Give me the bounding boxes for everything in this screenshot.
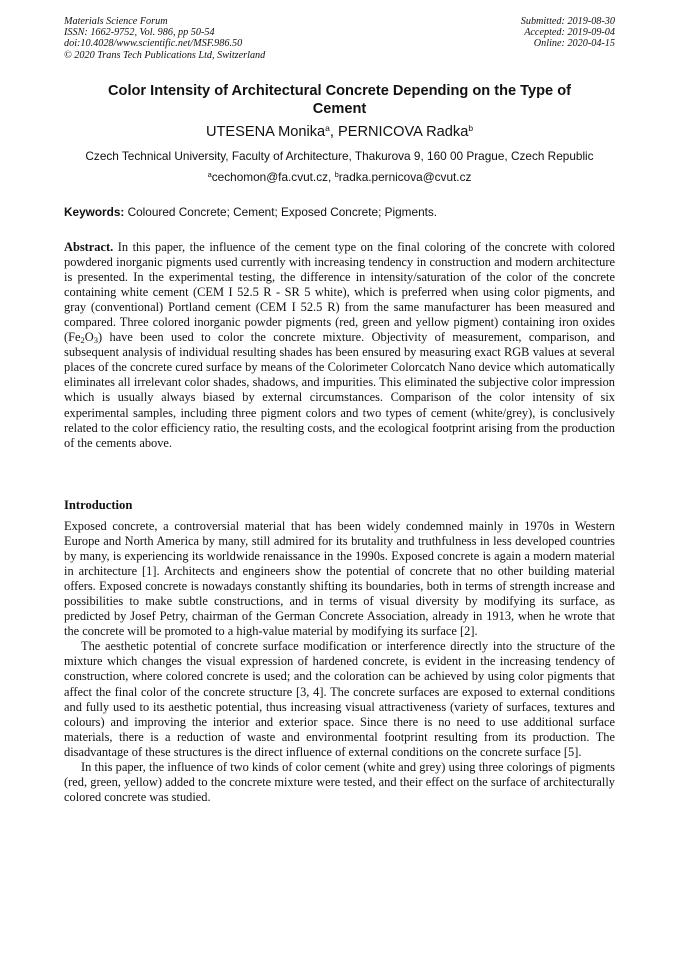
doi-line: doi:10.4028/www.scientific.net/MSF.986.50 xyxy=(64,38,243,50)
email-b-mark: b xyxy=(334,170,339,179)
affiliation: Czech Technical University, Faculty of Architecture, Thakurova 9, 160 00 Prague, Czech Republic xyxy=(85,149,594,163)
intro-paragraph-2: The aesthetic potential of concrete surface modification or interference directly into the structure of the mixture which changes the visual expression of hardened concrete, is evident in the increasing tendency of construction, where colored concrete is used; and the coloration can be achieved by using color pigments that affect the final color of the concrete structure [3, 4]. The concrete surfaces are exposed to external conditions and fully used to its aesthetic potential, thus increasing visual attractiveness (variety of surfaces, textures and colours) and improving the interior and exterior space. Since there is no need to use additional surface materials, there is a reduction of waste and environmental footprint resulting from its production. The disadvantage of these structures is the direct influence of external conditions on the concrete surface [5]. xyxy=(64,639,615,759)
abstract-label: Abstract. xyxy=(64,240,114,254)
paper-title xyxy=(64,82,615,118)
abstract xyxy=(64,240,615,451)
email-a: cechomon@fa.cvut.cz xyxy=(211,170,329,184)
abstract-subscript-1: 2 xyxy=(80,335,85,346)
abstract-text-2: O xyxy=(84,330,94,345)
submitted-date: Submitted: 2019-08-30 xyxy=(520,16,615,27)
abstract-subscript-2: 3 xyxy=(93,335,98,346)
introduction-heading: Introduction xyxy=(64,498,133,512)
email-b: radka.pernicova@cvut.cz xyxy=(338,170,472,184)
keywords xyxy=(64,205,615,220)
authors xyxy=(64,123,615,141)
author-separator: , xyxy=(329,124,339,140)
intro-paragraph-3: In this paper, the influence of two kinds of color cement (white and grey) using three colorings of pigments (red, green, yellow) added to the concrete mixture were tested, and their effect on the surface of architecturally colored concrete was studied. xyxy=(64,759,615,804)
author-2-affil-mark: b xyxy=(468,123,474,133)
intro-paragraph-1: Exposed concrete, a controversial material that has been widely condemned mainly in 1970s in Western Europe and North America by many, still admired for its brutality and truthfulness in less developed countries by many, is experiencing its worldwide renaissance in the 1990s. Exposed concrete is again a modern material in architecture [1]. Architects and engineers show the potential of concrete that no other building material offers. Exposed concrete is nowadays constantly shifting its boundaries, both in terms of strength increase and possibilities to make subtle constructions, and in terms of visual diversity by modifying its surface, as predicted by Josef Petry, chairman of the German Concrete Association, already in 1913, when he wrote that the concrete will be promoted to a high-value material by modifying its surface [2]. xyxy=(64,519,615,639)
author-emails xyxy=(64,170,615,185)
email-a-mark: a xyxy=(207,170,212,179)
journal-info xyxy=(64,16,265,61)
abstract-text-3: ) have been used to color the concrete mixture. Objectivity of measurement, comparison, and subsequent analysis of individual resulting shades has been ensured by measuring exact RGB values at several places of the concrete cured surface by means of the Colorimeter Colorcatch Nano device which automatically eliminates all irrelevant color shades, shadows, and impurities. This eliminated the subjective color impression which is usually always biased by external circumstances. Comparison of the color intensity of six experimental samples, including three pigment colors and two types of cement (white/grey), is conclusively related to the color efficiency ratio, the resulting costs, and the ecological footprint arising from the production of the cements above. xyxy=(64,330,615,450)
author-1-affil-mark: a xyxy=(325,123,330,133)
author-1: UTESENA Monika xyxy=(205,124,326,140)
copyright-line: © 2020 Trans Tech Publications Ltd, Switzerland xyxy=(64,49,266,61)
abstract-text-1: In this paper, the influence of the cement type on the final coloring of the concrete with colored powdered inorganic pigments used currently with increasing tendency in construction and modern architecture is presented. In the experimental testing, the difference in intensity/saturation of the color of the concrete containing white cement (CEM I 52.5 R - SR 5 white), which is preferred when using color pigments, and gray (conventional) Portland cement (CEM I 52.5 R) from the same manufacturer has been measured and compared. Three colored inorganic powder pigments (red, green and yellow pigment) containing iron oxides (Fe xyxy=(64,240,615,345)
author-2: PERNICOVA Radka xyxy=(338,124,469,140)
journal-name: Materials Science Forum xyxy=(64,16,168,27)
keywords-label: Keywords: xyxy=(64,205,125,219)
online-date: Online: 2020-04-15 xyxy=(533,38,615,50)
issn-line: ISSN: 1662-9752, Vol. 986, pp 50-54 xyxy=(64,27,215,39)
introduction-body xyxy=(64,519,615,805)
title-line-1: Color Intensity of Architectural Concrete Depending on the Type of xyxy=(108,83,571,99)
keywords-text: Coloured Concrete; Cement; Exposed Concrete; Pigments. xyxy=(124,205,438,219)
title-line-2: Cement xyxy=(312,101,367,117)
publication-dates xyxy=(521,16,615,50)
email-separator: , xyxy=(328,170,335,184)
accepted-date: Accepted: 2019-09-04 xyxy=(524,27,615,39)
